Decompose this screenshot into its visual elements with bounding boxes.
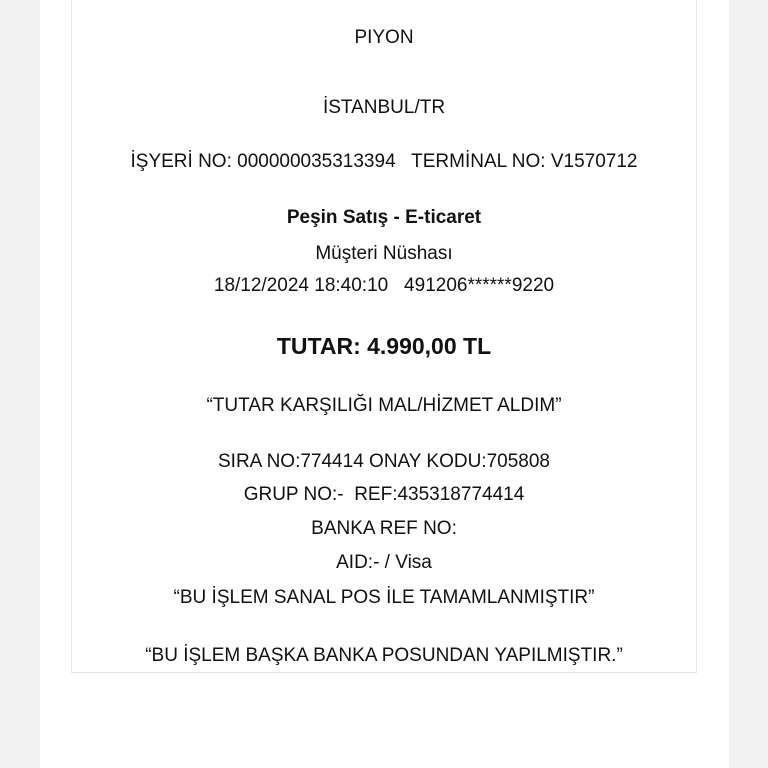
- merchant-name: PIYON: [354, 27, 414, 48]
- date-time-card-number: 18/12/2024 18:40:10 491206******9220: [213, 275, 555, 296]
- bank-reference: BANKA REF NO:: [311, 518, 457, 539]
- merchant-terminal-numbers: İŞYERİ NO: 000000035313394 TERMİNAL NO: V1570712: [130, 151, 638, 172]
- group-reference: GRUP NO:- REF:435318774414: [243, 484, 525, 505]
- copy-type: Müşteri Nüshası: [315, 243, 453, 264]
- amount-total: TUTAR: 4.990,00 TL: [276, 333, 492, 359]
- other-bank-note: “BU İŞLEM BAŞKA BANKA POSUNDAN YAPILMIŞTIR.”: [145, 645, 623, 666]
- transaction-type: Peşin Satış - E-ticaret: [286, 207, 482, 228]
- aid-card-brand: AID:- / Visa: [336, 552, 432, 573]
- virtual-pos-note: “BU İŞLEM SANAL POS İLE TAMAMLANMIŞTIR”: [173, 587, 595, 608]
- sequence-approval-code: SIRA NO:774414 ONAY KODU:705808: [218, 451, 550, 472]
- merchant-city: İSTANBUL/TR: [322, 97, 446, 118]
- acknowledgement-text: “TUTAR KARŞILIĞI MAL/HİZMET ALDIM”: [206, 395, 562, 416]
